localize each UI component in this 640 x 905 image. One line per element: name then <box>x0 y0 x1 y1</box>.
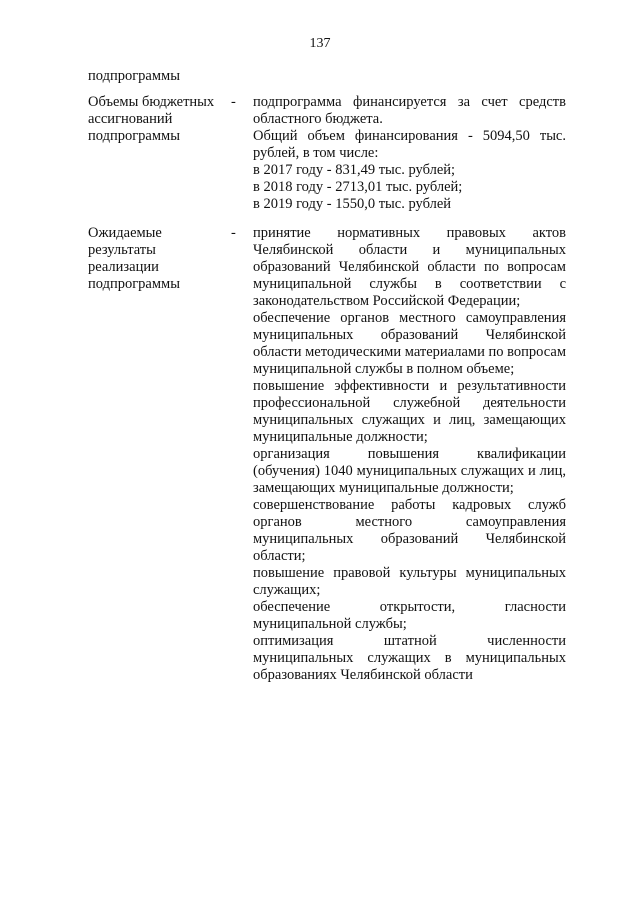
continued-label-fragment: подпрограммы <box>88 68 180 84</box>
page-number: 137 <box>309 36 331 51</box>
budget-row-value <box>253 94 566 213</box>
label-line: подпрограммы <box>88 276 180 292</box>
expected-results-value <box>253 225 566 684</box>
budget-row-label <box>88 94 236 145</box>
label-dash: - <box>231 225 236 241</box>
value-paragraph: подпрограмма финансируется за счет средств областного бюджета. <box>253 94 566 127</box>
label-line: ассигнований <box>88 111 173 127</box>
value-paragraph: совершенствование работы кадровых служб органов местного самоуправления муниципальных образований Челябинской области; <box>253 497 566 564</box>
value-paragraph: обеспечение открытости, гласности муниципальной службы; <box>253 599 566 632</box>
label-line: подпрограммы <box>88 128 180 144</box>
expected-results-label <box>88 225 236 293</box>
label-line: Ожидаемые <box>88 225 162 241</box>
label-line: Объемы бюджетных <box>88 94 215 110</box>
value-paragraph: оптимизация штатной численности муниципальных служащих в муниципальных образованиях Челябинской области <box>253 633 566 683</box>
label-line: результаты <box>88 242 156 258</box>
value-paragraph: в 2019 году - 1550,0 тыс. рублей <box>253 196 452 212</box>
label-dash: - <box>231 94 236 110</box>
value-paragraph: в 2017 году - 831,49 тыс. рублей; <box>253 162 456 178</box>
value-paragraph: принятие нормативных правовых актов Челябинской области и муниципальных образований Челябинской области по вопросам муниципальной службы в соответствии с законодательством Российской Федерации; <box>253 225 566 309</box>
value-paragraph: Общий объем финансирования - 5094,50 тыс. рублей, в том числе: <box>253 128 566 161</box>
label-line: реализации <box>88 259 159 275</box>
value-paragraph: организация повышения квалификации (обучения) 1040 муниципальных служащих и лиц, замещающих муниципальные должности; <box>253 446 566 496</box>
value-paragraph: повышение эффективности и результативности профессиональной служебной деятельности муниципальных служащих и лиц, замещающих муниципальные должности; <box>253 378 566 445</box>
value-paragraph: обеспечение органов местного самоуправления муниципальных образований Челябинской области методическими материалами по вопросам муниципальной службы в полном объеме; <box>253 310 566 377</box>
value-paragraph: повышение правовой культуры муниципальных служащих; <box>253 565 566 598</box>
value-paragraph: в 2018 году - 2713,01 тыс. рублей; <box>253 179 463 195</box>
